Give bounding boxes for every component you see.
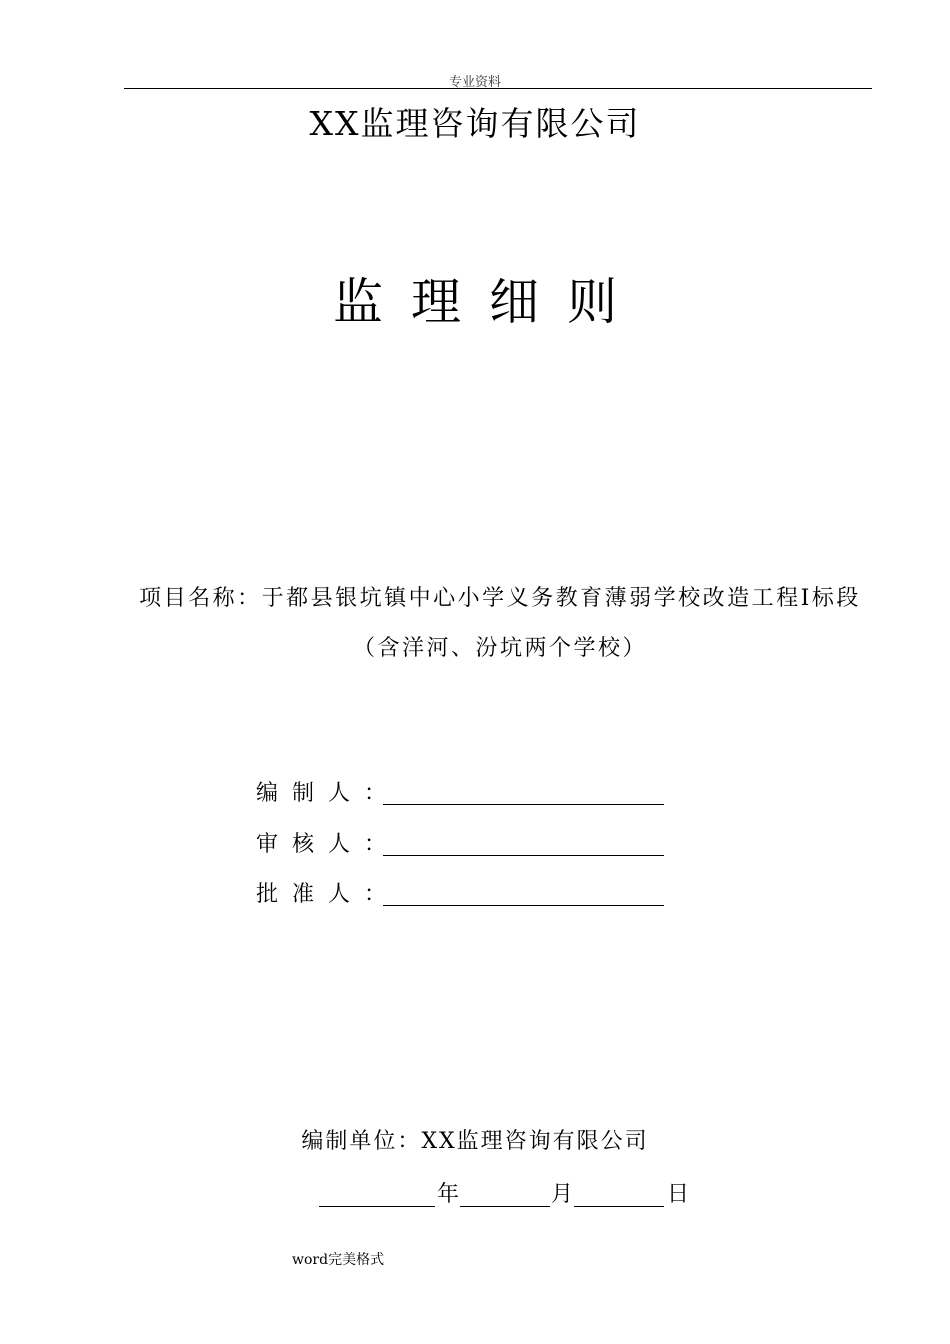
month-blank-line: [460, 1206, 550, 1207]
day-blank-line: [574, 1206, 664, 1207]
organization-name: XX监理咨询有限公司: [421, 1129, 649, 1154]
signature-row-reviewer: [256, 827, 676, 859]
compiling-organization: [0, 1124, 950, 1155]
year-blank-line: [319, 1206, 435, 1207]
compiler-label: 编制人：: [256, 781, 401, 806]
month-label: 月: [551, 1182, 574, 1207]
company-title: XX监理咨询有限公司: [309, 104, 641, 143]
header-rule: [124, 88, 872, 89]
year-label: 年: [437, 1182, 460, 1207]
page-header-text: 专业资料: [448, 75, 501, 90]
signature-row-compiler: [256, 776, 676, 808]
day-label: 日: [667, 1182, 690, 1207]
project-name: 于都县银坑镇中心小学义务教育薄弱学校改造工程Ⅰ标段（含洋河、汾坑两个学校）: [261, 586, 861, 661]
project-name-block: [128, 574, 872, 674]
reviewer-label: 审核人：: [256, 832, 401, 857]
document-title: 监理细则: [333, 273, 645, 331]
page-footer-text: word完美格式: [292, 1252, 385, 1268]
organization-label: 编制单位：: [301, 1129, 422, 1154]
approver-signature-line: [383, 905, 664, 906]
approver-label: 批准人：: [256, 882, 401, 907]
signature-row-approver: [256, 877, 676, 909]
reviewer-signature-line: [383, 855, 664, 856]
compiler-signature-line: [383, 804, 664, 805]
project-label: 项目名称：: [139, 586, 262, 611]
